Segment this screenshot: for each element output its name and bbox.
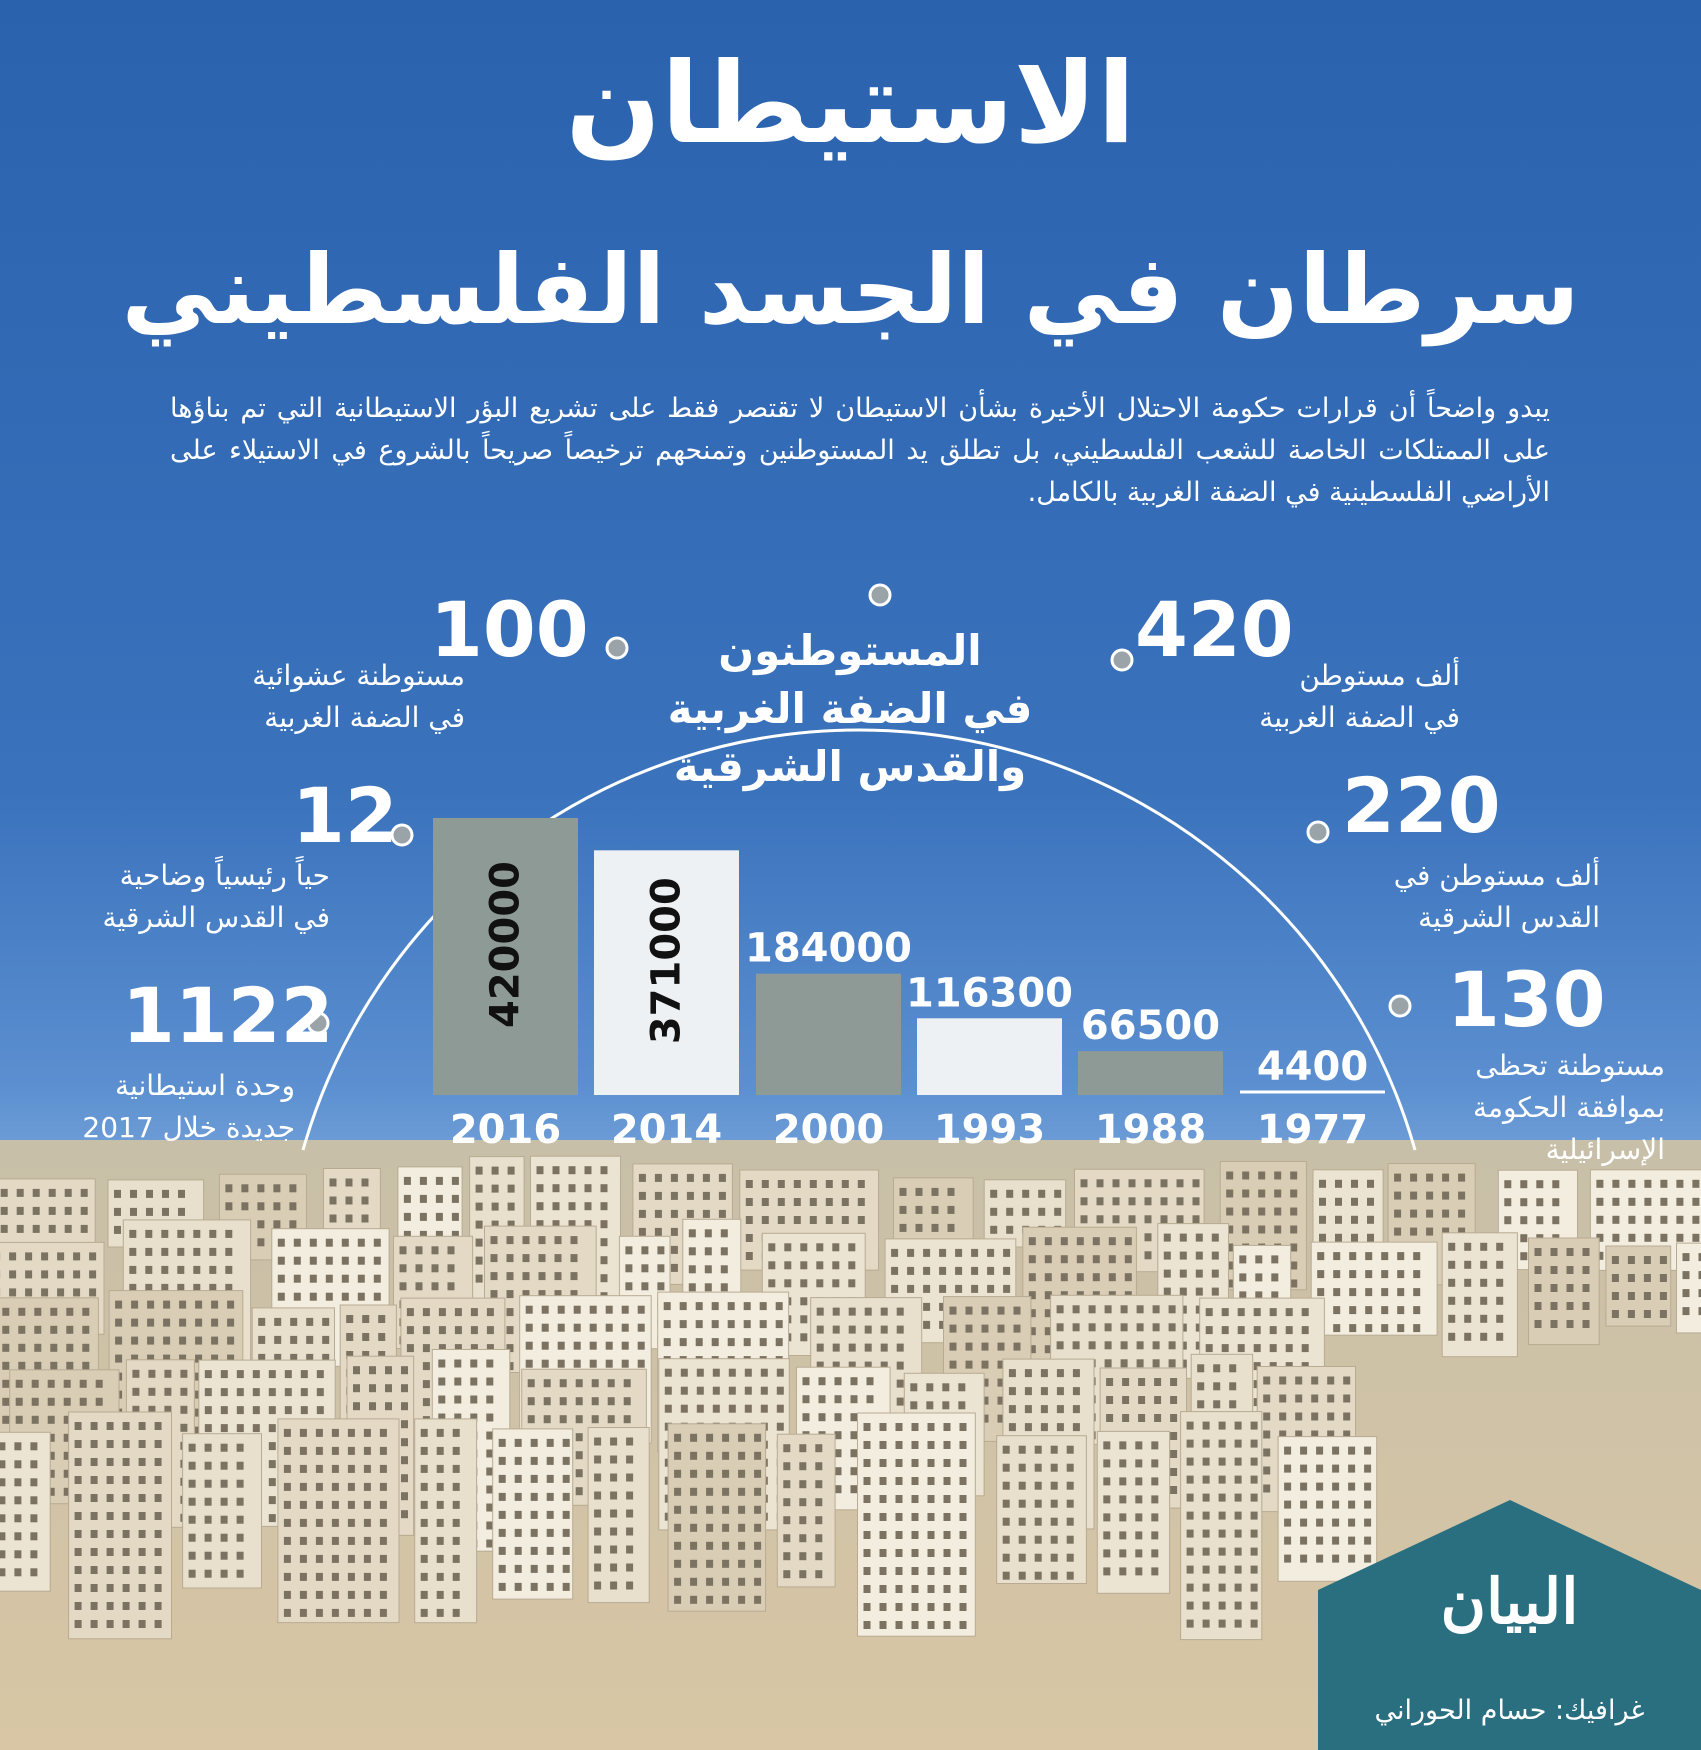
bar-value-label-1977: 4400 [1256, 1044, 1369, 1091]
arc-dot [1112, 650, 1132, 670]
stat-outposts-label2: في الضفة الغربية [264, 701, 465, 734]
stat-units-label [20, 1065, 295, 1149]
stat-neighborhoods-label1: حياً رئيسياً وضاحية [119, 859, 330, 892]
stat-outposts-label1: مستوطنة عشوائية [252, 659, 465, 692]
bar-value-label-1988: 66500 [1080, 1003, 1221, 1050]
chart-title-line3: والقدس الشرقية [673, 742, 1027, 791]
stat-neighborhoods-label2: في القدس الشرقية [102, 901, 330, 934]
stat-westbank-settlers-label1: ألف مستوطن [1299, 659, 1460, 692]
bar-1993 [917, 1018, 1062, 1095]
chart-title [640, 622, 1060, 796]
stat-approved-value: 130 [1447, 955, 1606, 1044]
bar-category-label-1993: 1993 [933, 1107, 1046, 1153]
bar-category-label-2016: 2016 [449, 1107, 562, 1153]
credit-text: غرافيك: حسام الحوراني [1374, 1695, 1645, 1726]
stat-westbank-settlers-label [1180, 655, 1460, 739]
stat-westbank-settlers-value: 420 [1135, 585, 1294, 674]
bar-category-label-1988: 1988 [1094, 1107, 1207, 1153]
stat-jerusalem-settlers-label [1360, 855, 1600, 939]
bar-2000 [756, 974, 901, 1095]
arc-dot [607, 638, 627, 658]
stat-jerusalem-settlers-value: 220 [1342, 761, 1501, 850]
stat-units-value: 1122 [122, 971, 334, 1060]
bar-value-label-1993: 116300 [906, 970, 1073, 1017]
bar-value-label-2016: 420000 [482, 861, 529, 1028]
arc-dot [1308, 822, 1328, 842]
stat-units-label1: وحدة استيطانية [115, 1069, 295, 1102]
stat-neighborhoods-label [50, 855, 330, 939]
page-subtitle: سرطان في الجسد الفلسطيني [121, 234, 1580, 346]
stat-outposts-value: 100 [430, 585, 589, 674]
bar-category-label-2014: 2014 [610, 1107, 723, 1153]
chart-title-line2: في الضفة الغربية [667, 684, 1033, 733]
bar-value-label-2014: 371000 [643, 877, 690, 1045]
arc-dot [870, 585, 890, 605]
bar-category-label-2000: 2000 [772, 1107, 885, 1153]
stat-approved-label3: الإسرائيلية [1545, 1133, 1665, 1166]
bar-value-label-2000: 184000 [745, 925, 912, 972]
stat-outposts-label [180, 655, 465, 739]
stat-approved-label [1420, 1045, 1665, 1171]
bar-1988 [1078, 1051, 1223, 1095]
arc-dot [1390, 996, 1410, 1016]
bar-category-label-1977: 1977 [1256, 1107, 1369, 1153]
logo-text: البيان [1440, 1565, 1579, 1638]
stat-units-label2: جديدة خلال 2017 [82, 1111, 295, 1144]
stat-approved-label2: بموافقة الحكومة [1472, 1091, 1665, 1124]
page-title: الاستيطان [565, 39, 1136, 169]
intro-paragraph: يبدو واضحاً أن قرارات حكومة الاحتلال الأخيرة بشأن الاستيطان لا تقتصر فقط على تشريع البؤر الاستيطانية التي تم بناؤها على الممتلكات الخاصة للشعب الفلسطيني، بل تطلق يد المستوطنين وتمنحهم ترخيصاً صريحاً بالشروع في الاستيلاء على الأراضي الفلسطينية في الضفة الغربية بالكامل. [170, 393, 1550, 508]
stat-jerusalem-settlers-label2: القدس الشرقية [1418, 901, 1600, 934]
chart-bars [433, 818, 1368, 1153]
stat-jerusalem-settlers-label1: ألف مستوطن في [1393, 859, 1600, 892]
stat-approved-label1: مستوطنة تحظى [1475, 1049, 1665, 1082]
stat-westbank-settlers-label2: في الضفة الغربية [1259, 701, 1460, 734]
stat-neighborhoods-value: 12 [292, 771, 398, 860]
chart-title-line1: المستوطنون [718, 626, 982, 675]
